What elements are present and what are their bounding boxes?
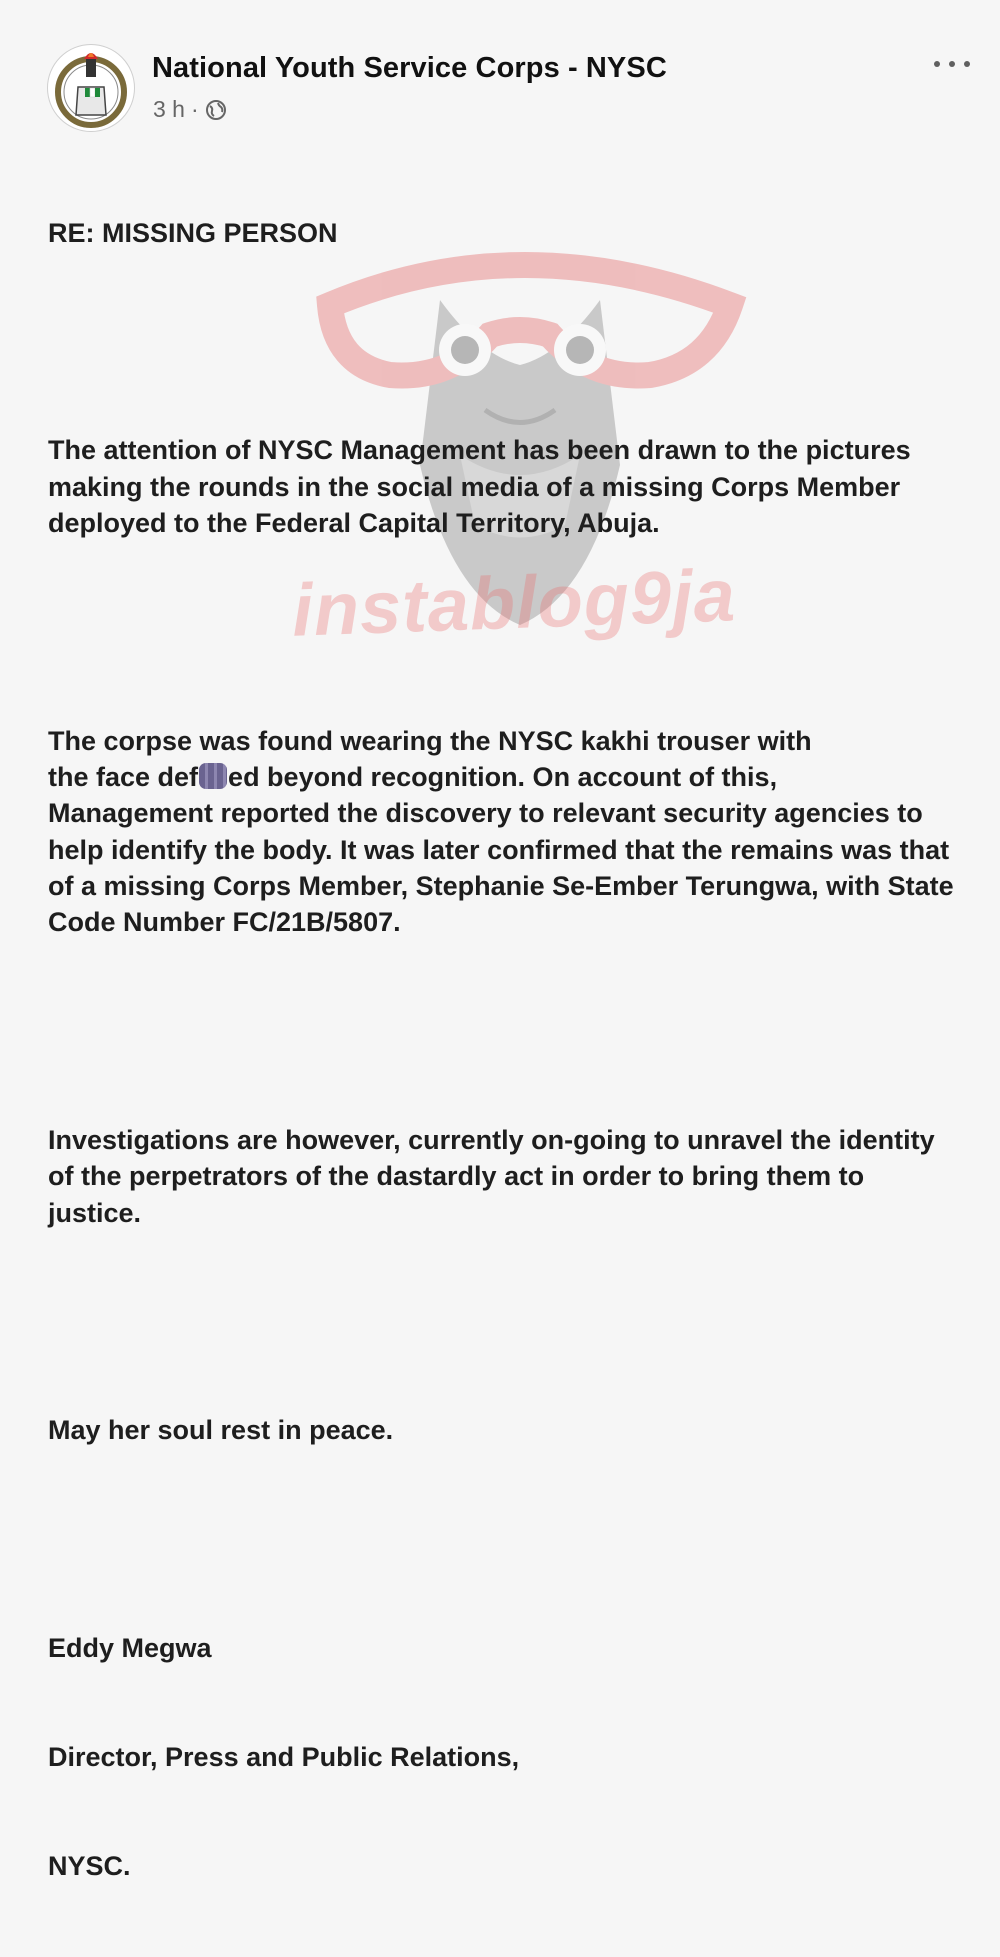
- globe-icon[interactable]: [205, 99, 227, 121]
- more-options-button[interactable]: [934, 52, 970, 76]
- post-body: [48, 142, 963, 1957]
- redaction-mark: [199, 763, 227, 789]
- meta-separator: ·: [190, 96, 199, 122]
- dot-icon: [949, 61, 955, 67]
- signature-name: Eddy Megwa: [48, 1633, 212, 1664]
- paragraph-2-rest: Management reported the discovery to relevant security agencies to help identify the body. It was later confirmed that the remains was that of a missing Corps Member, Stephanie Se-Ember Terungwa, with State Code Number FC/21B/5807.: [48, 798, 962, 938]
- paragraph-2-line-1: The corpse was found wearing the NYSC kakhi trouser with: [48, 725, 812, 756]
- paragraph-1: The attention of NYSC Management has been drawn to the pictures making the rounds in the social media of a missing Corps Member deployed to the Federal Capital Territory, Abuja.: [48, 435, 919, 538]
- post-time[interactable]: 3 h: [153, 96, 185, 122]
- page-avatar[interactable]: [47, 44, 135, 132]
- dot-icon: [964, 61, 970, 67]
- watermark-text: instablog9ja: [290, 553, 738, 652]
- paragraph-2-line-2b: ed beyond recognition. On account of this,: [228, 762, 778, 793]
- signature-org: NYSC.: [48, 1850, 131, 1881]
- nysc-logo-icon: [48, 45, 134, 131]
- page-name[interactable]: National Youth Service Corps - NYSC: [152, 52, 667, 84]
- paragraph-2: [48, 723, 963, 941]
- paragraph-4: May her soul rest in peace.: [48, 1415, 394, 1446]
- signature-title: Director, Press and Public Relations,: [48, 1742, 520, 1773]
- post-meta: [153, 96, 227, 123]
- post-heading: RE: MISSING PERSON: [48, 217, 338, 248]
- paragraph-3: Investigations are however, currently on-going to unravel the identity of the perpetrators of the dastardly act in order to bring them to justice.: [48, 1125, 943, 1228]
- dot-icon: [934, 61, 940, 67]
- paragraph-2-line-2a: the face def: [48, 762, 199, 793]
